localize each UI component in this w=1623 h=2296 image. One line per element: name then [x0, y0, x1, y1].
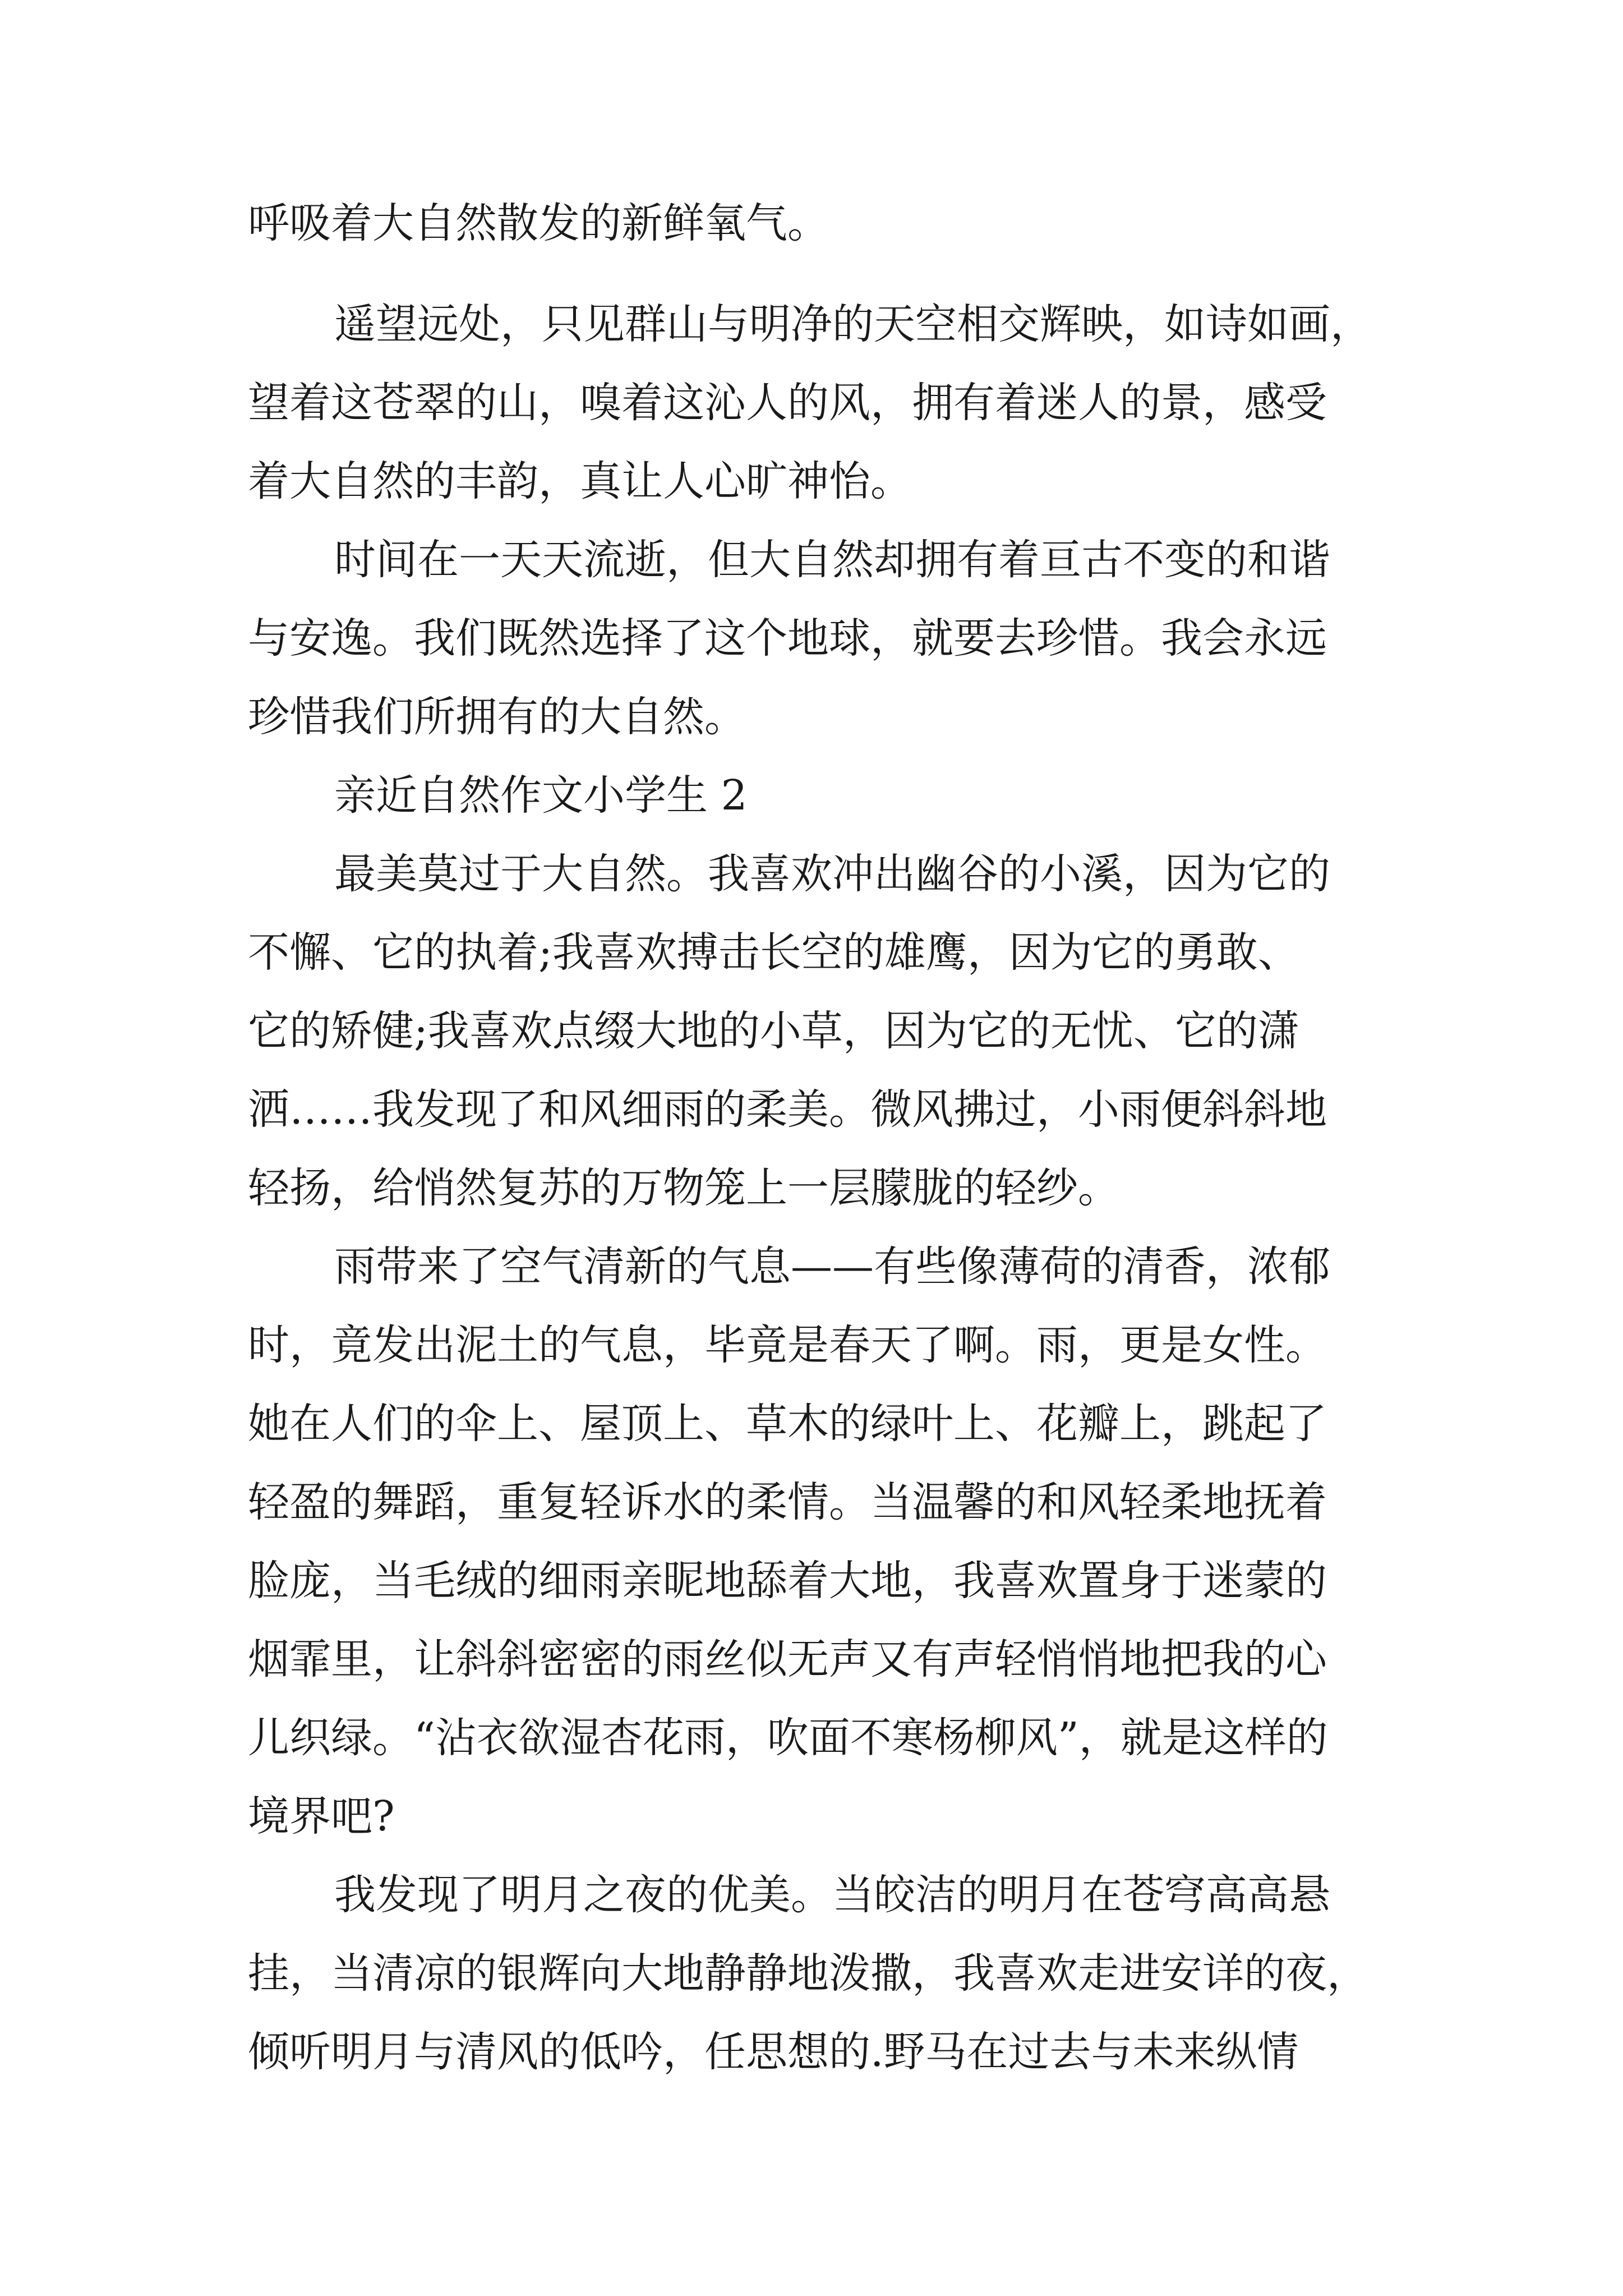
text-line: 挂，当清凉的银辉向大地静静地泼撒，我喜欢走进安详的夜， [248, 1949, 1368, 1998]
text-line: 呼吸着大自然散发的新鲜氧气。 [248, 199, 829, 247]
text-line: 烟霏里，让斜斜密密的雨丝似无声又有声轻悄悄地把我的心 [248, 1635, 1327, 1683]
text-line: 雨带来了空气清新的气息——有些像薄荷的清香，浓郁 [334, 1243, 1330, 1291]
text-line: 最美莫过于大自然。我喜欢冲出幽谷的小溪，因为它的 [334, 850, 1330, 898]
text-line: 轻盈的舞蹈，重复轻诉水的柔情。当温馨的和风轻柔地抚着 [248, 1478, 1327, 1526]
text-line: 望着这苍翠的山，嗅着这沁人的风，拥有着迷人的景，感受 [248, 379, 1327, 427]
text-line: 轻扬，给悄然复苏的万物笼上一层朦胧的轻纱。 [248, 1164, 1119, 1212]
text-line: 它的矫健;我喜欢点缀大地的小草，因为它的无忧、它的潇 [248, 1007, 1299, 1055]
text-line: 与安逸。我们既然选择了这个地球，就要去珍惜。我会永远 [248, 614, 1327, 662]
text-line: 脸庞，当毛绒的细雨亲昵地舔着大地，我喜欢置身于迷蒙的 [248, 1557, 1327, 1605]
text-line: 不懈、它的执着;我喜欢搏击长空的雄鹰，因为它的勇敢、 [248, 928, 1299, 977]
text-line: 珍惜我们所拥有的大自然。 [248, 693, 746, 741]
text-line: 倾听明月与清风的低吟，任思想的.野马在过去与未来纵情 [248, 2028, 1299, 2076]
text-line: 着大自然的丰韵，真让人心旷神怡。 [248, 457, 912, 505]
text-line: 儿织绿。“沾衣欲湿杏花雨，吹面不寒杨柳风”，就是这样的 [248, 1714, 1328, 1762]
text-line: 时间在一天天流逝，但大自然却拥有着亘古不变的和谐 [334, 536, 1330, 584]
section-heading: 亲近自然作文小学生 2 [334, 771, 748, 820]
text-line: 她在人们的伞上、屋顶上、草木的绿叶上、花瓣上，跳起了 [248, 1400, 1327, 1448]
text-line: 我发现了明月之夜的优美。当皎洁的明月在苍穹高高悬 [334, 1871, 1330, 1919]
text-line: 遥望远处，只见群山与明净的天空相交辉映，如诗如画， [334, 300, 1372, 348]
text-line: 洒……我发现了和风细雨的柔美。微风拂过，小雨便斜斜地 [248, 1085, 1327, 1134]
text-line: 时，竟发出泥土的气息，毕竟是春天了啊。雨，更是女性。 [248, 1321, 1327, 1369]
text-line: 境界吧? [248, 1792, 395, 1841]
